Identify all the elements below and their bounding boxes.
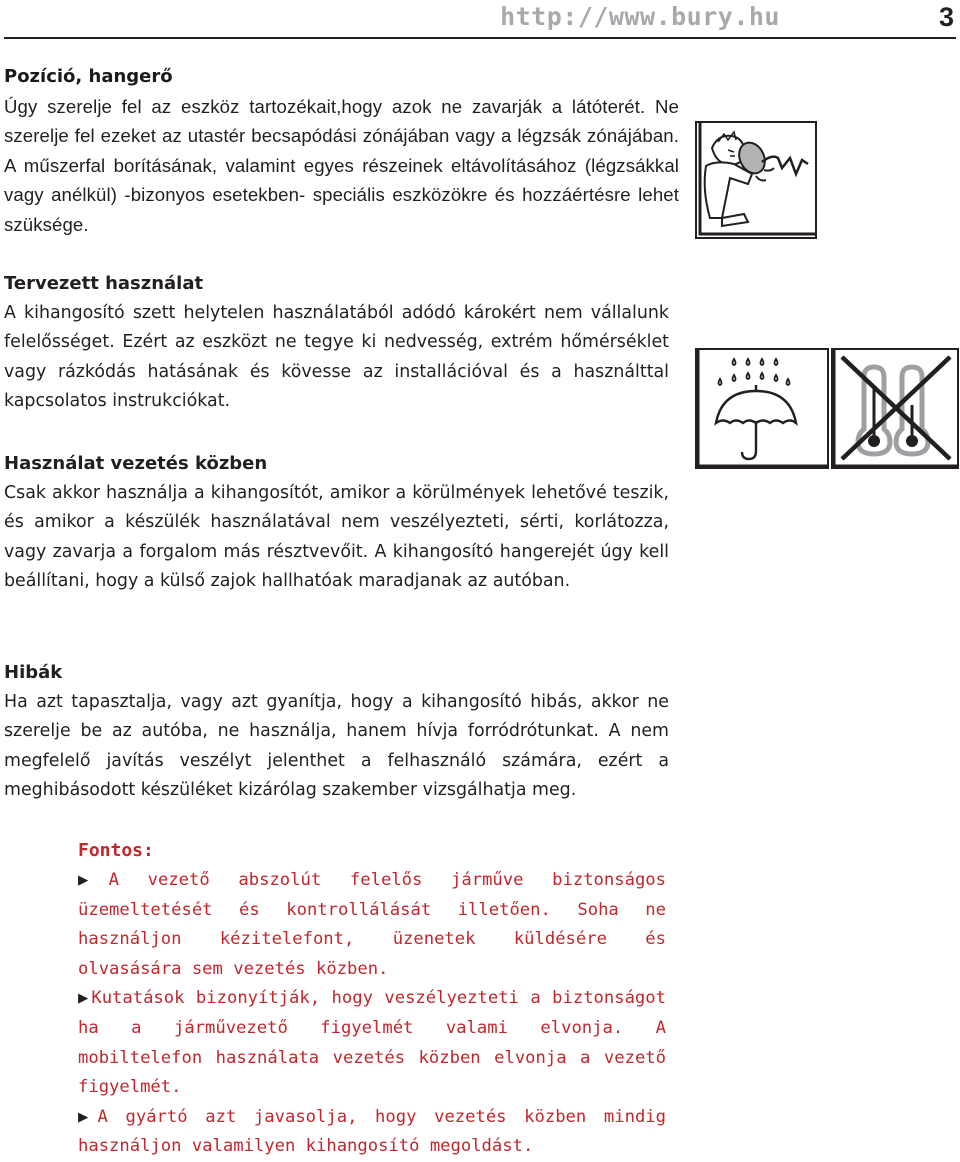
header-url: http://www.bury.hu [500, 2, 780, 31]
section-title: Tervezett használat [4, 273, 204, 294]
section-faults [4, 658, 669, 806]
section-title: Pozíció, hangerő [4, 66, 173, 87]
page-number: 3 [938, 2, 954, 32]
important-item-text: Kutatások bizonyítják, hogy veszélyezteti a biztonságot ha a járművezető figyelmét valami elvonja. A mobiltelefon használata vezetés közben elvonja a vezető figyelmét. [78, 988, 666, 1098]
umbrella-and-temperature-icons [692, 345, 960, 472]
section-text: Ha azt tapasztalja, vagy azt gyanítja, hogy a kihangosító hibás, akkor ne szerelje be az autóba, ne használja, hanem hívja forródrótunkat. A nem megfelelő javítás veszélyt jelenthet a felhasználó számára, ezért a meghibásodott készüléket kizárólag szakember vizsgálhatja meg. [4, 692, 669, 801]
triangle-bullet-icon: ▶ [78, 870, 107, 890]
section-title: Hibák [4, 662, 63, 683]
driver-airbag-icon [692, 118, 820, 242]
section-position [4, 62, 679, 239]
triangle-bullet-icon: ▶ [78, 1106, 96, 1127]
section-text: Úgy szerelje fel az eszköz tartozékait,hogy azok ne zavarják a látóterét. Ne szerelje fel ezeket az utastér becsapódási zónájában vagy a légzsák zónájában. A műszerfal borításának, valamint egyes részeinek eltávolításához (légzsákkal vagy anélkül) -bizonyos esetekben- speciális eszközökre és hozzáértésre lehet szüksége. [4, 96, 679, 235]
section-text: A kihangosító szett helytelen használatából adódó károkért nem vállalunk felelősséget. Ezért az eszközt ne tegye ki nedvesség, extrém hőmérséklet vagy rázkódás hatásának és kövesse az installációval és a használttal kapcsolatos instrukciókat. [4, 303, 669, 412]
important-item [78, 984, 666, 1102]
important-item [78, 1103, 666, 1162]
header-divider [4, 37, 956, 39]
section-intended-use [4, 269, 669, 417]
section-text: Csak akkor használja a kihangosítót, amikor a körülmények lehetővé teszik, és amikor a készülék használatával nem veszélyezteti, sérti, korlátozza, vagy zavarja a forgalom más résztvevőit. A kihangosító hangerejét úgy kell beállítani, hogy a külső zajok hallhatóak maradjanak az autóban. [4, 483, 669, 592]
section-title: Használat vezetés közben [4, 453, 268, 474]
no-extreme-temperature-icon [832, 349, 958, 468]
important-item-text: A gyártó azt javasolja, hogy vezetés közben mindig használjon valamilyen kihangosító megoldást. [78, 1106, 666, 1157]
important-item-text: A vezető abszolút felelős járműve biztonságos üzemeltetését és kontrollálását illetően. Soha ne használjon kézitelefont, üzenetek küldésére és olvasására sem vezetés közben. [78, 870, 666, 979]
important-notice [78, 836, 666, 1162]
triangle-bullet-icon: ▶ [78, 988, 90, 1009]
important-title: Fontos: [78, 840, 154, 861]
important-item [78, 866, 666, 984]
section-driving-use [4, 449, 669, 597]
